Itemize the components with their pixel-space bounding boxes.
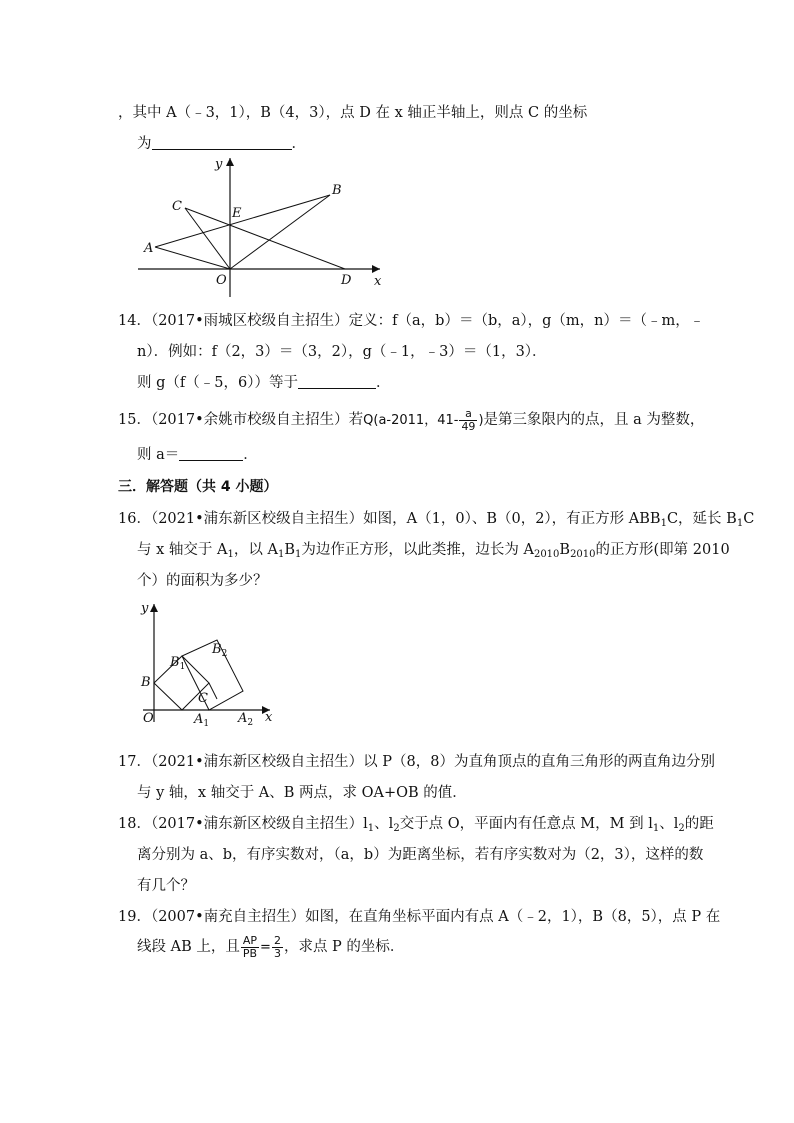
q16-t2e: B — [559, 542, 571, 558]
label-D: D — [341, 273, 352, 288]
q18-s4: 2 — [678, 823, 685, 834]
label-E: E — [232, 206, 242, 221]
q14-text-2: n）．例如：f（2，3）＝（3，2），g（﹣1，﹣3）＝（1，3）． — [137, 344, 547, 360]
q18-text-2: 离分别为 a、b，有序实数对，（a，b）为距离坐标，若有序实数对为（2，3），这样的数 — [137, 847, 704, 863]
q14-line-3 — [137, 373, 390, 393]
q13-prefix: 为 — [137, 136, 152, 152]
q16-s2-4: 2010 — [533, 549, 560, 560]
q16-t1b: C，延长 B — [666, 511, 737, 527]
y-axis-arrow — [150, 604, 158, 612]
q13-line-1 — [118, 103, 587, 123]
q16-line-1 — [118, 509, 754, 529]
q19-frac2-num: 2 — [273, 933, 281, 947]
label-C: C — [198, 691, 208, 706]
q15-frac-den: 49 — [461, 419, 476, 433]
q18-t1a: 18．（2017•浦东新区校级自主招生）l — [118, 816, 368, 832]
q19-frac2-den: 3 — [273, 946, 281, 960]
q17-line-2 — [137, 783, 467, 803]
q19-prefix: 线段 AB 上，且 — [137, 939, 240, 955]
q19-equals: = — [260, 940, 271, 955]
q18-line-3 — [137, 876, 195, 896]
q19-fraction-ap-pb — [241, 935, 259, 960]
label-y: y — [141, 601, 149, 616]
q18-s3: 1 — [652, 823, 660, 834]
figure-q13 — [130, 152, 390, 302]
q15-answer-blank[interactable] — [179, 446, 243, 461]
label-B2: $B_2$ — [212, 642, 228, 659]
q16-s2-5: 2010 — [570, 549, 596, 560]
q16-s1: 1 — [660, 518, 667, 529]
q16-line-3 — [137, 571, 268, 591]
segment-AO — [155, 247, 230, 269]
y-axis-arrow — [226, 158, 234, 166]
q15-frac-num: a — [459, 408, 477, 421]
label-C: C — [172, 199, 182, 214]
q15-line-1 — [118, 406, 704, 435]
q15-fraction — [459, 408, 477, 433]
q17-line-1 — [118, 752, 715, 772]
label-x: x — [374, 274, 382, 289]
q16-t1a: 16．（2021•浦东新区校级自主招生）如图，A（1，0）、B（0，2），有正方形 ABB — [118, 511, 661, 527]
q16-t2b: ，以 A — [233, 542, 278, 558]
q18-s2: 2 — [393, 823, 400, 834]
q13-line-2 — [137, 134, 306, 154]
q15-prefix-2: 则 a＝ — [137, 447, 180, 463]
label-A1: $A_1$ — [194, 712, 210, 728]
label-A: A — [144, 241, 154, 256]
label-B: B — [141, 675, 151, 690]
q19-line-1 — [118, 907, 720, 927]
segment-CO — [185, 208, 230, 269]
q16-s2-3: 1 — [294, 549, 302, 560]
q17-text-2: 与 y 轴，x 轴交于 A、B 两点，求 OA+OB 的值． — [137, 785, 467, 801]
q16-s2: 1 — [736, 518, 744, 529]
q13-suffix: ． — [291, 136, 306, 152]
q16-t2c: B — [284, 542, 295, 558]
label-B1: $B_1$ — [170, 655, 186, 672]
q14-answer-blank[interactable] — [298, 374, 376, 389]
q15-suffix-2: ． — [243, 447, 258, 463]
q19-frac1-den: PB — [242, 946, 258, 960]
q13-text: ，其中 A（﹣3，1），B（4，3），点 D 在 x 轴正半轴上，则点 C 的坐标 — [118, 105, 588, 121]
label-B: B — [332, 183, 342, 198]
q19-line-2 — [137, 932, 404, 963]
q15-line-2 — [137, 445, 258, 465]
label-x: x — [265, 710, 273, 725]
q18-t1b: 、l — [374, 816, 394, 832]
q14-text-1: 14．（2017•雨城区校级自主招生）定义：f（a，b）＝（b，a），g（m，n）＝（﹣m，﹣ — [118, 313, 705, 329]
q16-t3: 个）的面积为多少？ — [137, 573, 268, 589]
q15-prefix: 15．（2017•余姚市校级自主招生）若 — [118, 412, 364, 428]
q16-s2-2: 1 — [277, 549, 285, 560]
q16-line-2 — [137, 540, 730, 560]
q16-s2-1: 1 — [227, 549, 234, 560]
q15-expr-open: Q(a-2011，41- — [363, 413, 459, 428]
q18-s1: 1 — [367, 823, 375, 834]
q15-suffix-1: 是第三象限内的点，且 a 为整数， — [483, 412, 705, 428]
q19-text-1: 19．（2007•南充自主招生）如图，在直角坐标平面内有点 A（﹣2，1），B（8，5），点 P 在 — [118, 909, 721, 925]
q18-t1e: 的距 — [684, 816, 714, 832]
extension-B1C — [209, 683, 217, 699]
q14-line-1 — [118, 311, 704, 331]
q13-answer-blank[interactable] — [152, 135, 292, 150]
q14-prefix: 则 g（f（﹣5，6））等于 — [137, 375, 298, 391]
q16-t1c: C — [743, 511, 755, 527]
q17-text-1: 17．（2021•浦东新区校级自主招生）以 P（8，8）为直角顶点的直角三角形的两直角边分别 — [118, 754, 715, 770]
q18-text-3: 有几个？ — [137, 878, 195, 894]
q19-fraction-2-3 — [272, 935, 283, 960]
q14-suffix: ． — [375, 375, 391, 391]
x-axis-arrow — [372, 265, 380, 273]
label-A2: $A_2$ — [238, 711, 254, 728]
q18-line-2 — [137, 845, 703, 865]
label-O: O — [216, 273, 227, 288]
label-O: O — [143, 711, 154, 726]
section-heading: 三．解答题（共 4 小题） — [118, 479, 278, 495]
q19-frac1-num: AP — [241, 935, 259, 948]
q18-t1d: 、l — [659, 816, 679, 832]
q19-suffix: ，求点 P 的坐标． — [283, 939, 405, 955]
q16-t2f: 的正方形(即第 2010 — [595, 542, 730, 558]
q16-t2d: 为边作正方形，以此类推，边长为 A — [301, 542, 534, 558]
figure-q16 — [138, 598, 288, 728]
q14-line-2 — [137, 342, 547, 362]
q18-line-1 — [118, 814, 714, 834]
label-y: y — [215, 157, 223, 172]
q16-t2a: 与 x 轴交于 A — [137, 542, 228, 558]
q15-expr-close: ) — [478, 413, 484, 428]
q18-t1c: 交于点 O，平面内有任意点 M，M 到 l — [399, 816, 653, 832]
segment-CD — [185, 208, 345, 269]
